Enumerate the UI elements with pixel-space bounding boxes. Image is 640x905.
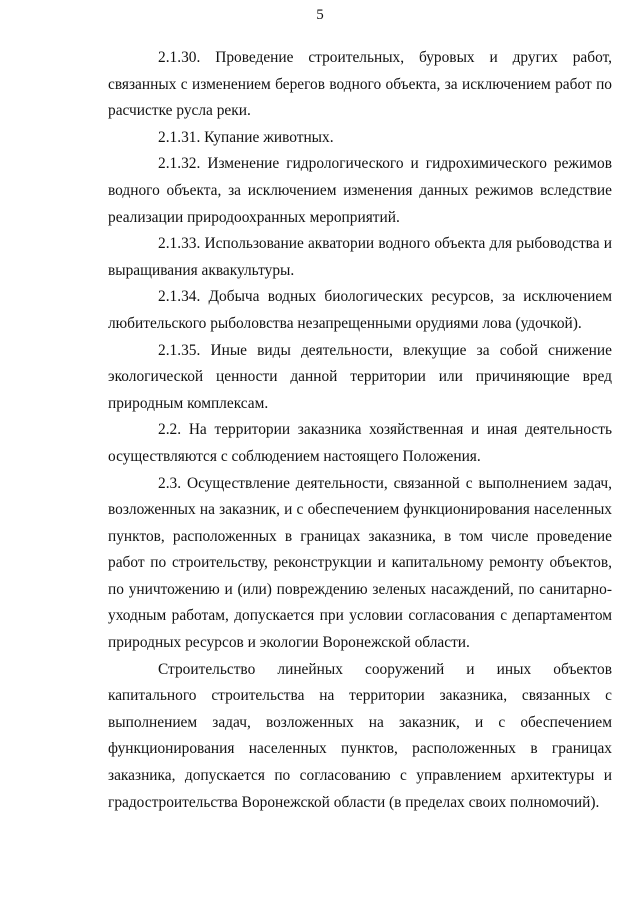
document-body <box>108 45 612 816</box>
paragraph-2-3: 2.3. Осуществление деятельности, связанной с выполнением задач, возложенных на заказник, и с обеспечением функционирования населенных пунктов, расположенных в границах заказника, в том числе проведение работ по строительству, реконструкции и капитальному ремонту объектов, по уничтожению и (или) повреждению зеленых насаждений, по санитарно-уходным работам, допускается при условии согласования с департаментом природных ресурсов и экологии Воронежской области. <box>108 474 612 652</box>
paragraph-2-1-34: 2.1.34. Добыча водных биологических ресурсов, за исключением любительского рыболовства незапрещенными орудиями лова (удочкой). <box>108 288 612 332</box>
paragraph-2-1-32: 2.1.32. Изменение гидрологического и гидрохимического режимов водного объекта, за исключением изменения данных режимов вследствие реализации природоохранных мероприятий. <box>108 155 612 226</box>
page-number: 5 <box>316 7 324 23</box>
paragraph-2-1-31: 2.1.31. Купание животных. <box>158 128 334 146</box>
paragraph-construction: Строительство линейных сооружений и иных объектов капитального строительства на территории заказника, связанных с выполнением задач, возложенных на заказник, и с обеспечением функционирования населенных пунктов, расположенных в границах заказника, допускается по согласованию с управлением архитектуры и градостроительства Воронежской области (в пределах своих полномочий). <box>108 660 612 811</box>
paragraph-2-2: 2.2. На территории заказника хозяйственная и иная деятельность осуществляются с соблюдением настоящего Положения. <box>108 421 612 465</box>
paragraph-2-1-33: 2.1.33. Использование акватории водного объекта для рыбоводства и выращивания аквакультуры. <box>108 235 612 279</box>
paragraph-2-1-35: 2.1.35. Иные виды деятельности, влекущие за собой снижение экологической ценности данной территории или причиняющие вред природным комплексам. <box>108 341 612 412</box>
paragraph-2-1-30: 2.1.30. Проведение строительных, буровых и других работ, связанных с изменением берегов водного объекта, за исключением работ по расчистке русла реки. <box>108 49 612 120</box>
